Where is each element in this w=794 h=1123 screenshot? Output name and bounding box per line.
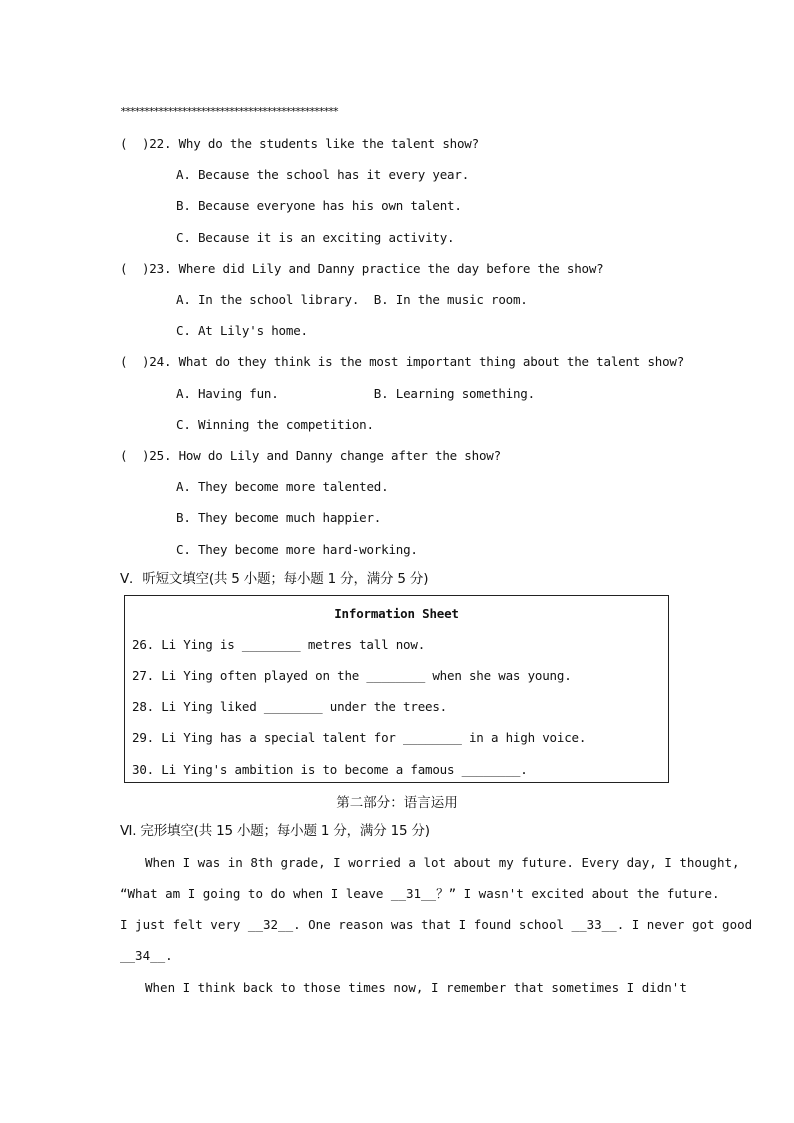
question-24-options-ab: A. Having fun. B. Learning something.	[176, 386, 535, 401]
question-25-stem: ( )25. How do Lily and Danny change after the show?	[120, 448, 501, 463]
question-23-stem: ( )23. Where did Lily and Danny practice the day before the show?	[120, 261, 604, 276]
info-row-29: 29. Li Ying has a special talent for ________ in a high voice.	[132, 730, 587, 745]
info-row-28: 28. Li Ying liked ________ under the trees.	[132, 699, 448, 714]
passage-line-4: __34__.	[120, 948, 173, 963]
passage-line-1: When I was in 8th grade, I worried a lot about my future. Every day, I thought,	[145, 855, 740, 870]
question-25-option-b: B. They become much happier.	[176, 510, 382, 525]
info-row-30: 30. Li Ying's ambition is to become a famous ________.	[132, 762, 528, 777]
question-23-options-ab: A. In the school library. B. In the music room.	[176, 292, 528, 307]
question-25-option-a: A. They become more talented.	[176, 479, 389, 494]
passage-line-5: When I think back to those times now, I remember that sometimes I didn't	[145, 980, 687, 995]
info-row-26: 26. Li Ying is ________ metres tall now.	[132, 637, 426, 652]
passage-line-2: “What am I going to do when I leave __31__？” I wasn't excited about the future.	[120, 886, 720, 901]
question-22-option-b: B. Because everyone has his own talent.	[176, 198, 462, 213]
question-22-option-c: C. Because it is an exciting activity.	[176, 230, 455, 245]
section-6-heading: Ⅵ. 完形填空(共 15 小题；每小题 1 分，满分 15 分)	[120, 823, 430, 839]
question-23-option-c: C. At Lily's home.	[176, 323, 308, 338]
question-22-option-a: A. Because the school has it every year.	[176, 167, 470, 182]
question-25-option-c: C. They become more hard-working.	[176, 542, 418, 557]
part-2-heading: 第二部分：语言运用	[336, 795, 458, 811]
question-22-stem: ( )22. Why do the students like the talent show?	[120, 136, 479, 151]
info-row-27: 27. Li Ying often played on the ________ when she was young.	[132, 668, 572, 683]
section-5-heading: V．听短文填空(共 5 小题；每小题 1 分，满分 5 分)	[120, 571, 429, 587]
separator-line: **********************************************	[120, 105, 338, 118]
question-24-stem: ( )24. What do they think is the most important thing about the talent show?	[120, 354, 685, 369]
information-sheet-table	[124, 595, 669, 783]
information-sheet-title: Information Sheet	[334, 606, 459, 621]
passage-line-3: I just felt very __32__. One reason was that I found school __33__. I never got good	[120, 917, 753, 932]
question-24-option-c: C. Winning the competition.	[176, 417, 374, 432]
